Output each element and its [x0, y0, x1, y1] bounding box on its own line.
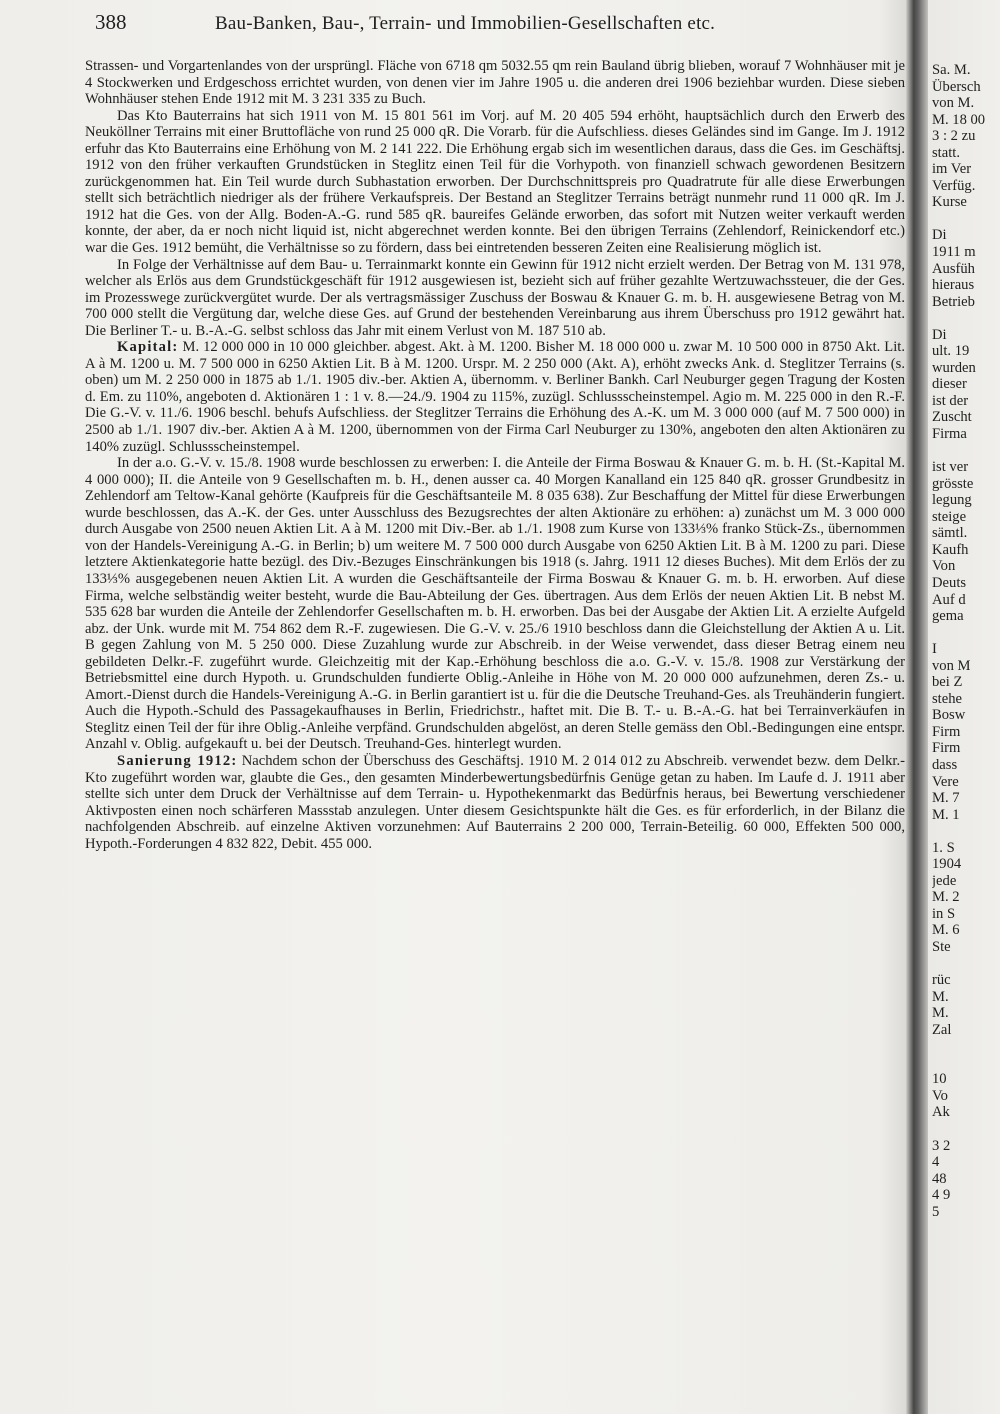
page-header: [85, 10, 905, 50]
fragment-line: Di: [932, 227, 947, 244]
fragment-line: 1904: [932, 856, 962, 873]
running-head: Bau-Banken, Bau-, Terrain- und Immobilien-Gesellschaften etc.: [215, 13, 716, 34]
paragraph-text: In Folge der Verhältnisse auf dem Bau- u. Terrainmarkt konnte ein Gewinn für 1912 nicht erzielt werden. Der Betrag von M. 131 978, welcher als Erlös aus dem Grundstückgeschäft für 1912 ausgewiesen ist, bezieht sich auf früher gezahlte Wertzuwachssteuer, die der Ges. im Prozesswege zurückvergütet wurde. Der als vertragsmässiger Zuschuss der Boswau & Knauer G. m. b. H. ausgewiesene Betrag von M. 700 000 stellt die Vergütung dar, welche diese Ges. auf Grund der bestehenden Vereinbarung aus ihrem Überschuss pro 1912 gewährt hat. Die Berliner T.- u. B.-A.-G. selbst schloss das Jahr mit einem Verlust von M. 187 510 ab.: [85, 256, 905, 339]
fragment-line: Von: [932, 558, 956, 575]
fragment-line: ult. 19: [932, 343, 970, 360]
fragment-line: Ak: [932, 1104, 950, 1121]
fragment-line: bei Z: [932, 674, 963, 691]
fragment-line: M.: [932, 988, 949, 1005]
fragment-line: hieraus: [932, 277, 975, 294]
fragment-line: 3 : 2 zu: [932, 128, 976, 145]
fragment-line: Firma: [932, 426, 967, 443]
fragment-line: [932, 310, 1000, 327]
fragment-line: M.: [932, 1005, 949, 1022]
fragment-line: von M.: [932, 95, 975, 112]
fragment-line: dieser: [932, 376, 967, 393]
fragment-line: Sa. M.: [932, 62, 971, 78]
fragment-line: 5: [932, 1203, 940, 1220]
fragment-line: jede: [932, 872, 957, 889]
fragment-line: steige: [932, 508, 967, 525]
fragment-line: [932, 625, 1000, 642]
fragment-line: Kurse: [932, 194, 967, 211]
paragraph-lead: Sanierung 1912:: [117, 752, 238, 769]
fragment-line: [932, 1038, 1000, 1055]
paragraph: [85, 339, 905, 455]
fragment-line: in S: [932, 905, 956, 922]
fragment-line: Ste: [932, 938, 951, 955]
fragment-line: [932, 1121, 1000, 1138]
fragment-line: ist ver: [932, 459, 969, 476]
fragment-line: Firm: [932, 723, 961, 740]
fragment-line: Auf d: [932, 591, 966, 608]
fragment-line: M. 18 00: [932, 111, 986, 128]
fragment-line: im Ver: [932, 161, 972, 178]
fragment-line: Verfüg.: [932, 177, 976, 194]
book-gutter-shadow: [906, 0, 928, 1414]
body-text: [85, 58, 905, 852]
paragraph-text: Das Kto Bauterrains hat sich 1911 von M. 15 801 561 im Vorj. auf M. 20 405 594 erhöht, hauptsächlich durch den Erwerb des Neuköllner Terrains mit einer Bruttofläche von rund 25 000 qR. Die Vorarb. für die Aufschliess. dieses Geländes sind im Gange. Im J. 1912 erfuhr das Kto Bauterrains eine Erhöhung von M. 2 141 222. Die Erhöhung ergab sich im wesentlichen daraus, dass die Ges. im Geschäftsj. 1912 von den früher verkauften Grundstücken in Steglitz einen Teil für die Vorhypoth. von finanziell schwach gewordenen Besitzern zurückgenommen hat. Ein Teil wurde durch Subhastation erworben. Der Durchschnittspreis pro Quadratrute für alle diese Erwerbungen stellt sich beträchtlich niedriger als der frühere Verkaufspreis. Der Bestand an Steglitzer Terrains beträgt nunmehr rund 11 000 qR. Im J. 1912 hat die Ges. von der Allg. Boden-A.-G. rund 585 qR. baureifes Gelände erworben, das sofort mit Nutzen weiter verkauft werden konnte, der aber, da er noch nicht liquid ist, nicht abgerechnet werden konnte. Bei den übrigen Terrains (Zehlendorf, Reinickendorf etc.) war die Ges. 1912 bemüht, die Verhältnisse so zu fördern, dass bei eintretenden besseren Zeiten eine Realisierung möglich ist.: [85, 107, 905, 257]
fragment-line: rüc: [932, 972, 951, 989]
fragment-line: Bosw: [932, 707, 966, 724]
paragraph: [85, 108, 905, 257]
fragment-line: 48: [932, 1170, 947, 1187]
fragment-line: Kaufh: [932, 541, 969, 558]
fragment-line: von M: [932, 657, 971, 674]
fragment-line: gema: [932, 608, 964, 625]
fragment-line: grösste: [932, 475, 974, 492]
paragraph-text: Nachdem schon der Überschuss des Geschäftsj. 1910 M. 2 014 012 zu Abschreib. verwendet bezw. dem Delkr.-Kto zugeführt worden war, glaubte die Ges., den gesamten Minderbewertungsbedürfnis Genüge getan zu haben. Im Laufe d. J. 1911 aber stellte sich unter dem Druck der Verhältnisse auf dem Terrain- u. Hypothekenmarkt das Bedürfnis heraus, bei Bewertung verschiedener Aktivposten einen noch schärferen Massstab anzulegen. Unter diesem Gesichtspunkte hält die Ges. es für erforderlich, in der Bilanz die nachfolgenden Abschreib. auf einzelne Aktiven vorzunehmen: Auf Bauterrains 2 200 000, Terrain-Beteilig. 60 000, Effekten 500 000, Hypoth.-Forderungen 4 832 822, Debit. 455 000.: [85, 752, 905, 852]
fragment-line: wurden: [932, 359, 976, 376]
fragment-line: [932, 956, 1000, 973]
fragment-line: statt.: [932, 144, 960, 161]
paragraph: [85, 58, 905, 108]
fragment-line: M. 1: [932, 806, 960, 823]
page-number: 388: [95, 10, 127, 34]
fragment-line: Vo: [932, 1087, 948, 1104]
fragment-line: [932, 823, 1000, 840]
fragment-line: Vere: [932, 773, 959, 790]
fragment-line: 1911 m: [932, 244, 976, 261]
paragraph-text: Strassen- und Vorgartenlandes von der ursprüngl. Fläche von 6718 qm 5032.55 qm rein Bauland übrig blieben, worauf 7 Wohnhäuser mit je 4 Stockwerken und Erdgeschoss errichtet wurden, von denen vier im Jahre 1905 u. die anderen drei 1906 beziehbar wurden. Diese sieben Wohnhäuser stehen Ende 1912 mit M. 3 231 335 zu Buch.: [85, 58, 905, 108]
fragment-line: M. 7: [932, 790, 960, 807]
fragment-line: Ausfüh: [932, 260, 975, 277]
fragment-line: 4 9: [932, 1187, 951, 1204]
fragment-line: legung: [932, 492, 972, 509]
paragraph: [85, 257, 905, 340]
fragment-line: Übersch: [932, 78, 981, 95]
main-column: [85, 10, 905, 1410]
fragment-line: 1. S: [932, 839, 955, 856]
paragraph: [85, 455, 905, 753]
fragment-line: I: [932, 641, 937, 658]
fragment-line: Deuts: [932, 574, 967, 591]
adjacent-page-fragment: [932, 62, 1000, 1402]
fragment-line: 3 2: [932, 1137, 951, 1154]
paragraph: [85, 753, 905, 852]
fragment-line: [932, 1055, 1000, 1072]
fragment-line: M. 2: [932, 889, 960, 906]
paragraph-lead: Kapital:: [117, 339, 179, 356]
fragment-line: 4: [932, 1154, 940, 1171]
fragment-line: dass: [932, 756, 958, 773]
fragment-line: stehe: [932, 690, 962, 707]
fragment-line: Zuscht: [932, 409, 972, 426]
fragment-line: M. 6: [932, 922, 960, 939]
fragment-line: Betrieb: [932, 293, 975, 310]
paragraph-text: M. 12 000 000 in 10 000 gleichber. abgest. Akt. à M. 1200. Bisher M. 18 000 000 u. zwar M. 10 500 000 in 8750 Akt. Lit. A à M. 1200 u. M. 7 500 000 in 6250 Aktien Lit. B à M. 1200. Urspr. M. 2 250 000 (Akt. A), erhöht zwecks Ank. d. Steglitzer Terrains (s. oben) um M. 2 250 000 in 1875 ab 1./1. 1905 div.-ber. Aktien A, übernomm. v. Berliner Bankh. Carl Neuburger gegen Tragung der Kosten d. Em. zu 110%, angeboten d. Aktionären 1 : 1 v. 8.—24./9. 1904 zu 115%, zuzügl. Schlussscheinstempel. Agio m. M. 225 000 in den R.-F. Die G.-V. v. 11./6. 1906 beschl. behufs Aufschliess. der Steglitzer Terrains die Erhöhung des A.-K. um M. 3 000 000 (auf M. 7 500 000) in 2500 ab 1./1. 1907 div.-ber. Aktien A à M. 1200, übernommen von der Firma Carl Neuburger zu 130%, angeboten den alten Aktionären zu 140% zuzügl. Schlussscheinstempel.: [85, 339, 905, 455]
fragment-line: Firm: [932, 740, 961, 757]
fragment-line: ist der: [932, 392, 969, 409]
fragment-line: [932, 443, 1000, 460]
fragment-line: [932, 211, 1000, 228]
fragment-line: 10: [932, 1071, 947, 1088]
fragment-line: sämtl.: [932, 525, 968, 542]
fragment-line: Zal: [932, 1021, 952, 1038]
paragraph-text: In der a.o. G.-V. v. 15./8. 1908 wurde beschlossen zu erwerben: I. die Anteile der Firma Boswau & Knauer G. m. b. H. (St.-Kapital M. 4 000 000); II. die Anteile von 9 Gesellschaften m. b. H., denen ausser ca. 40 Morgen Kanalland ein 125 840 qR. grosser Grundbesitz in Zehlendorf am Teltow-Kanal gehörte (Kaufpreis für die Geschäftsanteile M. 8 035 638). Zur Beschaffung der Mittel für diese Erwerbungen wurde beschlossen, das A.-K. der Ges. unter Ausschluss des Bezugsrechtes der alten Aktionäre zu erhöhen: a) zunächst um M. 3 000 000 durch Ausgabe von 2500 neuen Aktien Lit. A à M. 1200 mit Div.-Ber. ab 1./1. 1908 zum Kurse von 133⅓% franko Stück-Zs., übernommen von der Handels-Vereinigung A.-G. in Berlin; b) um weitere M. 7 500 000 durch Ausgabe von 6250 Aktien Lit. B à M. 1200 zu pari. Diese letztere Aktienkategorie hatte bezügl. des Div.-Bezuges Einschränkungen bis 1918 (s. Jahrg. 1911 12 dieses Buches). Mit dem Erlös der zu 133⅓% ausgegebenen neuen Aktien Lit. A wurden die Geschäftsanteile der Firma Boswau & Knauer G. m. b. H. erworben. Auf diese Firma, welche selbständig weiter besteht, wurde die Bau-Abteilung der Ges. übertragen. Aus dem Erlös der neuen Aktien Lit. B nebst M. 535 628 bar wurden die Anteile der Zehlendorfer Gesellschaften m. b. H. erworben. Das bei der Ausgabe der Aktien Lit. A erzielte Aufgeld abz. der Unk. wurde mit M. 754 862 dem R.-F. zugewiesen. Die G.-V. v. 25./6 1910 beschloss dann die Gleichstellung der Aktien A u. Lit. B gegen Zahlung von M. 5 250 000. Diese Zuzahlung wurde zur Abschreib. in der Weise verwendet, dass dieser Betrag einem neu gebildeten Delkr.-F. zugeführt wurde. Gleichzeitig mit der Kap.-Erhöhung beschloss die a.o. G.-V. v. 15./8. 1908 zur Verstärkung der Betriebsmittel eine durch Hypoth. u. Grundschulden fundierte Oblig.-Anleihe in Höhe von M. 20 000 000 aufzunehmen, deren Zs.- u. Amort.-Dienst durch die Handels-Vereinigung A.-G. in Berlin garantiert ist u. für die die Deutsche Treuhand-Ges. als Treuhänderin fungiert. Auch die Hypoth.-Schuld des Passagekaufhauses in Berlin, Friedrichstr., haftet mit. Die B. T.- u. B.-A.-G. hat bei Terrainverkäufen in Steglitz einen Teil der für ihre Oblig.-Anleihe verpfänd. Grundschulden abgelöst, an deren Stelle gemäss den Obl.-Bedingungen eine entspr. Anzahl v. Oblig. aufgekauft u. bei der Deutsch. Treuhand-Ges. hinterlegt wurden.: [85, 455, 905, 753]
fragment-line: Di: [932, 326, 947, 343]
